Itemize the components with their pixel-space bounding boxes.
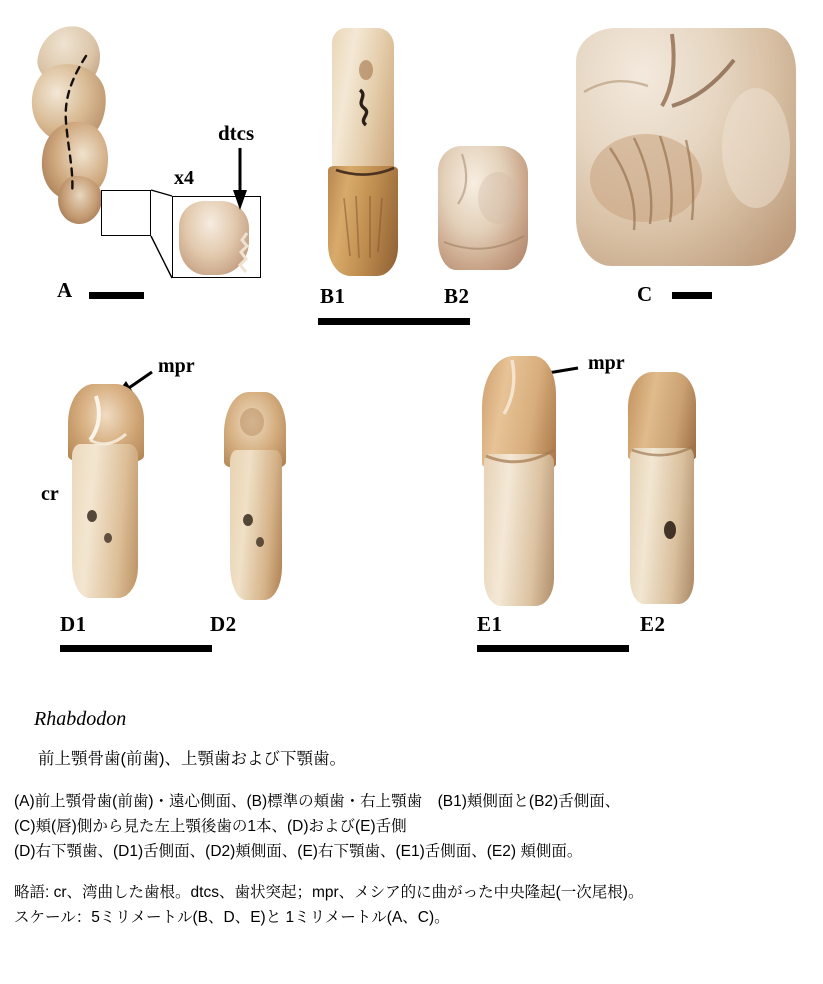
specimen-photo-e1 <box>478 356 562 606</box>
inset-source-box <box>101 190 151 236</box>
panel-label-a: A <box>57 278 73 302</box>
figure-caption <box>0 690 823 931</box>
abbreviation-line-2: スケール：5ミリメートル(B、D、E)と 1ミリメートル(A、C)。 <box>14 909 450 927</box>
specimen-photo-c <box>576 28 796 266</box>
mpr-annotation-left: mpr <box>158 355 195 377</box>
panel-label-c: C <box>637 282 653 306</box>
magnification-annotation: x4 <box>174 167 194 189</box>
genus-name: Rhabdodon <box>34 708 127 730</box>
panel-label-b1: B1 <box>320 284 346 308</box>
caption-subtitle: 前上顎骨歯(前歯)、上顎歯および下顎歯。 <box>38 750 346 768</box>
specimen-photo-b2 <box>438 146 528 270</box>
caption-line-3: (D)右下顎歯、(D1)舌側面、(D2)頬側面、(E)右下顎歯、(E1)舌側面、(E2) 頬側面。 <box>14 843 583 861</box>
caption-line-2: (C)頬(唇)側から見た左上顎後歯の1本、(D)および(E)舌側 <box>14 818 407 836</box>
panel-label-e1: E1 <box>477 612 503 636</box>
panel-label-e2: E2 <box>640 612 666 636</box>
scalebar-c <box>672 292 712 299</box>
panel-label-d1: D1 <box>60 612 87 636</box>
dtcs-annotation: dtcs <box>218 121 255 145</box>
scalebar-e <box>477 645 629 652</box>
specimen-photo-b1 <box>326 28 404 278</box>
abbreviation-line-1: 略語: cr、湾曲した歯根。dtcs、歯状突起；mpr、メシア的に曲がった中央隆起(一次尾根)。 <box>14 884 644 902</box>
panel-label-d2: D2 <box>210 612 237 636</box>
specimen-photo-e2 <box>626 372 700 604</box>
caption-line-1: (A)前上顎骨歯(前歯)・遠心側面、(B)標準の頬歯・右上顎歯 (B1)頬側面と(B2)舌側面、 <box>14 793 621 810</box>
inset-magnified-box <box>172 196 261 278</box>
scalebar-d <box>60 645 212 652</box>
specimen-photo-d1 <box>64 384 148 600</box>
mpr-annotation-right: mpr <box>588 352 625 374</box>
cr-annotation: cr <box>41 483 59 505</box>
panel-label-b2: B2 <box>444 284 470 308</box>
scalebar-a <box>89 292 144 299</box>
specimen-photo-d2 <box>222 392 290 600</box>
scalebar-b <box>318 318 470 325</box>
